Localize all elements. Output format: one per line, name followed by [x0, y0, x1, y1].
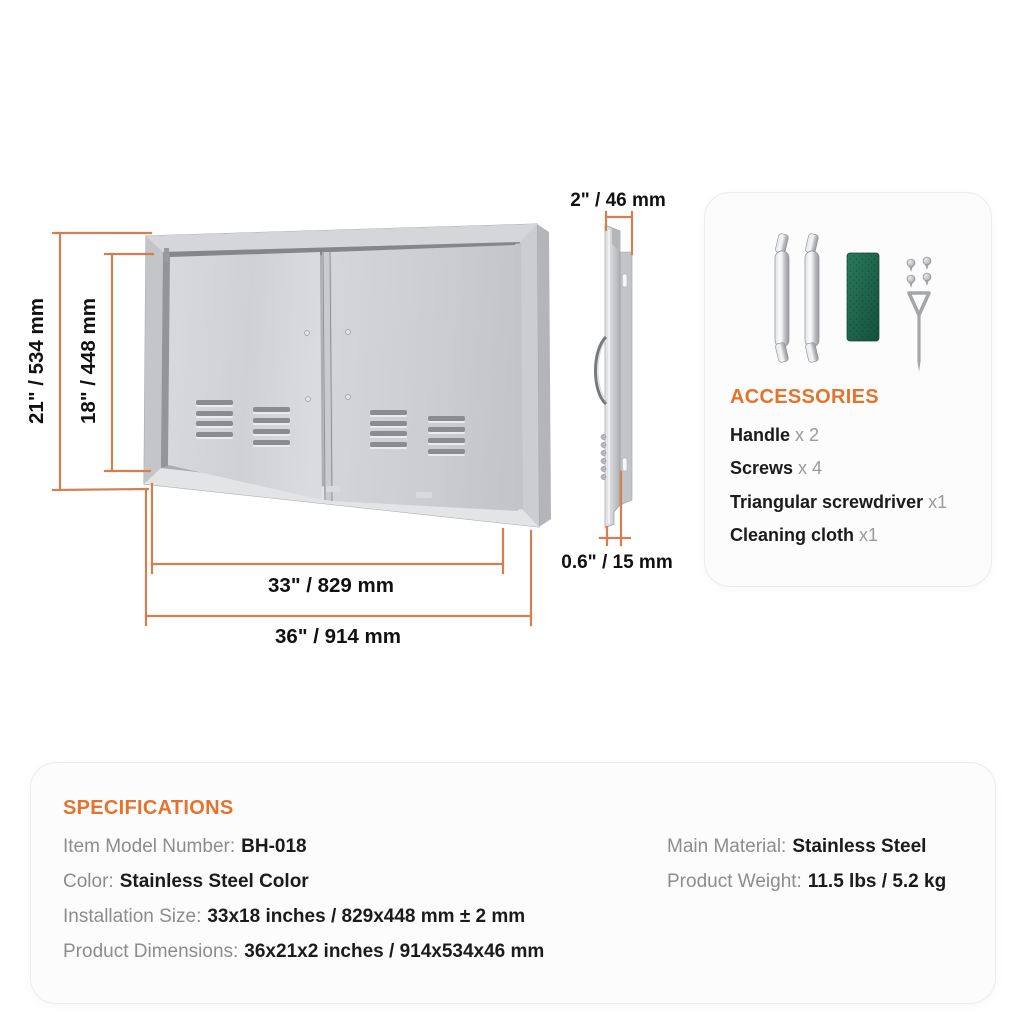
inner-height-label: 18" / 448 mm	[77, 298, 100, 424]
spec-value: 33x18 inches / 829x448 mm ± 2 mm	[207, 906, 526, 927]
accessory-item-screwdriver	[730, 486, 979, 519]
specifications-title: SPECIFICATIONS	[63, 797, 234, 819]
accessory-quantity: x1	[928, 491, 948, 512]
spec-row-product-weight	[667, 870, 946, 894]
spec-value: 11.5 lbs / 5.2 kg	[807, 871, 947, 892]
accessory-label: Triangular screwdriver	[730, 491, 924, 512]
accessory-item-cloth	[730, 519, 979, 552]
right-door-panel	[331, 245, 518, 511]
accessory-quantity: x 4	[798, 458, 823, 479]
accessories-title: ACCESSORIES	[730, 386, 879, 408]
spec-row-color	[63, 870, 309, 894]
accessories-illustration	[705, 227, 991, 379]
spec-label: Main Material:	[667, 836, 787, 857]
spec-label: Product Weight:	[667, 871, 802, 892]
accessory-quantity: x 2	[795, 425, 820, 445]
accessory-quantity: x1	[859, 525, 879, 546]
accessory-item-handle	[730, 419, 979, 452]
outer-width-label: 36" / 914 mm	[275, 625, 401, 648]
handle-icon	[775, 233, 819, 363]
accessory-label: Screws	[730, 458, 794, 479]
spec-value: Stainless Steel	[792, 836, 927, 857]
accessory-item-screws	[730, 452, 979, 485]
spec-value: BH-018	[241, 836, 307, 857]
spec-row-installation-size	[63, 905, 525, 929]
spec-label: Item Model Number:	[63, 836, 236, 857]
inner-width-label: 33" / 829 mm	[268, 574, 394, 597]
cleaning-cloth-icon	[847, 253, 879, 341]
spec-row-model-number	[63, 835, 307, 859]
spec-label: Color:	[63, 871, 114, 892]
spec-value: Stainless Steel Color	[119, 871, 309, 892]
spec-value: 36x21x2 inches / 914x534x46 mm	[244, 941, 545, 962]
door-front-view-illustration	[144, 224, 551, 527]
spec-label: Product Dimensions:	[63, 941, 239, 962]
depth-label: 2" / 46 mm	[570, 190, 666, 211]
accessories-list	[730, 419, 979, 553]
spec-row-main-material	[667, 835, 926, 859]
latch-detail	[164, 248, 169, 262]
outer-height-label: 21" / 534 mm	[25, 298, 48, 424]
spec-label: Installation Size:	[63, 906, 202, 927]
side-handle-profile	[596, 337, 607, 404]
spec-row-product-dimensions	[63, 940, 544, 964]
left-door-panel	[168, 252, 322, 500]
outer-height-dimension-lines	[53, 233, 151, 490]
triangular-screwdriver-icon	[909, 293, 929, 372]
specifications-panel	[30, 762, 996, 1004]
accessory-label: Cleaning cloth	[730, 525, 855, 546]
door-side-view-illustration	[596, 225, 633, 528]
accessories-panel	[704, 192, 992, 587]
thickness-label: 0.6" / 15 mm	[561, 552, 673, 573]
screws-icon	[907, 257, 931, 288]
accessory-label: Handle	[730, 425, 791, 445]
